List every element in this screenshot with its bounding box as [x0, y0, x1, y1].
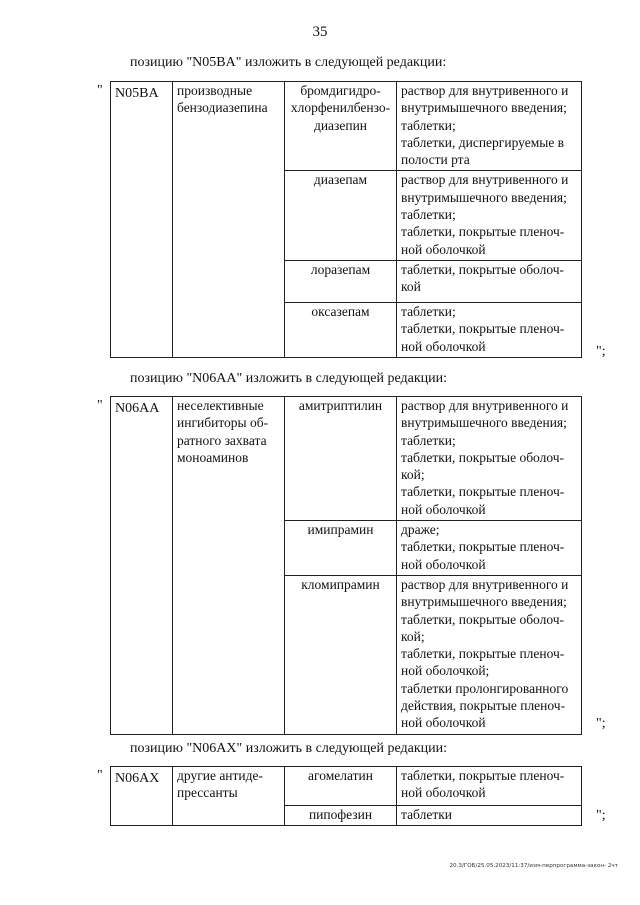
drug-name-line: имипрамин	[307, 522, 374, 538]
dosage-form-line: таблетки, покрытые оболоч-	[401, 261, 565, 277]
dosage-form-line: кой	[401, 279, 421, 295]
dosage-form-line: таблетки, покрытые пленоч-	[401, 646, 565, 662]
drug-name-line: бромдигидро-	[300, 83, 381, 98]
drug-table	[110, 81, 582, 358]
dosage-form-cell	[397, 806, 582, 826]
drug-group-cell	[173, 82, 285, 358]
dosage-form-line: таблетки, диспергируемые в	[401, 134, 565, 150]
drug-name-line: амитриптилин	[298, 398, 383, 413]
dosage-form-line: ной оболочкой	[401, 338, 486, 354]
opening-quote: "	[97, 398, 103, 413]
dosage-form-line: ной оболочкой	[401, 501, 486, 517]
atc-code-cell: N05BA	[111, 82, 173, 358]
dosage-form-cell	[397, 302, 582, 357]
drug-name-line: агомелатин	[308, 768, 373, 783]
closing-quote: ";	[596, 716, 606, 731]
dosage-form-cell	[397, 82, 582, 171]
drug-name-cell	[285, 575, 397, 734]
dosage-form-line: действия, покрытые пленоч-	[401, 698, 566, 714]
dosage-form-line: таблетки;	[401, 207, 456, 223]
drug-group-cell	[173, 397, 285, 735]
dosage-form-line: раствор для внутривенного и	[401, 576, 569, 592]
drug-group-line: ратного захвата	[177, 432, 267, 448]
drug-name-line: кломипрамин	[301, 576, 380, 592]
dosage-form-line: таблетки;	[401, 303, 456, 319]
section-intro: позицию "N05BA" изложить в следующей редакции:	[130, 55, 447, 70]
dosage-form-line: внутримышечного введения;	[401, 189, 567, 205]
dosage-form-line: раствор для внутривенного и	[401, 172, 569, 188]
drug-group-cell	[173, 767, 285, 826]
table-row	[111, 767, 582, 806]
dosage-form-line: таблетки, покрытые пленоч-	[401, 224, 565, 240]
section-intro: позицию "N06AA" изложить в следующей редакции:	[130, 371, 447, 386]
table-row	[111, 82, 582, 171]
dosage-form-line: таблетки, покрытые оболоч-	[401, 611, 565, 627]
dosage-form-line: внутримышечного введения;	[401, 415, 567, 431]
dosage-form-cell	[397, 171, 582, 260]
dosage-form-line: таблетки, покрытые оболоч-	[401, 449, 565, 465]
dosage-form-cell	[397, 521, 582, 576]
opening-quote: "	[97, 768, 103, 783]
drug-name-cell	[285, 767, 397, 806]
drug-name-cell	[285, 806, 397, 826]
drug-group-line: моноаминов	[177, 449, 249, 465]
drug-name-cell	[285, 521, 397, 576]
page-number: 35	[312, 24, 328, 40]
dosage-form-line: таблетки, покрытые пленоч-	[401, 539, 565, 555]
dosage-form-line: раствор для внутривенного и	[401, 83, 569, 98]
opening-quote: "	[97, 83, 103, 98]
drug-table	[110, 396, 582, 735]
dosage-form-line: таблетки, покрытые пленоч-	[401, 484, 565, 500]
drug-name-line: хлорфенилбензо-	[290, 100, 391, 116]
dosage-form-line: ной оболочкой	[401, 556, 486, 572]
drug-table	[110, 766, 582, 826]
drug-name-line: пипофезин	[308, 807, 373, 822]
drug-group-line: другие антиде-	[177, 768, 264, 783]
dosage-form-line: таблетки, покрытые пленоч-	[401, 321, 565, 337]
dosage-form-line: ной оболочкой	[401, 241, 486, 257]
dosage-form-line: таблетки пролонгированного	[401, 680, 569, 696]
drug-name-line: диазепам	[313, 172, 368, 188]
drug-name-cell	[285, 82, 397, 171]
drug-group-line: неселективные	[177, 398, 264, 413]
document-footer: 20.3/ГОБ/25.05.2023/11:37/изм-перпрограмма-закон- 2чт	[449, 863, 618, 869]
dosage-form-line: таблетки, покрытые пленоч-	[401, 768, 565, 783]
dosage-form-line: полости рта	[401, 152, 470, 168]
dosage-form-line: ной оболочкой	[401, 785, 486, 801]
dosage-form-cell	[397, 575, 582, 734]
dosage-form-line: таблетки;	[401, 432, 456, 448]
section-intro: позицию "N06AX" изложить в следующей редакции:	[130, 741, 447, 756]
drug-group-line: бензодиазепина	[177, 100, 268, 116]
closing-quote: ";	[596, 808, 606, 823]
dosage-form-line: таблетки;	[401, 117, 456, 133]
dosage-form-line: драже;	[401, 522, 440, 538]
dosage-form-line: ной оболочкой	[401, 715, 486, 731]
atc-code-cell: N06AA	[111, 397, 173, 735]
dosage-form-cell	[397, 397, 582, 521]
drug-group-line: производные	[177, 83, 253, 98]
atc-code-cell: N06AX	[111, 767, 173, 826]
drug-name-cell	[285, 397, 397, 521]
drug-name-line: диазепин	[313, 117, 368, 133]
dosage-form-line: кой;	[401, 628, 425, 644]
dosage-form-line: раствор для внутривенного и	[401, 398, 569, 413]
dosage-form-line: кой;	[401, 467, 425, 483]
closing-quote: ";	[596, 344, 606, 359]
dosage-form-line: таблетки	[401, 807, 453, 822]
dosage-form-cell	[397, 260, 582, 302]
dosage-form-cell	[397, 767, 582, 806]
drug-group-line: ингибиторы об-	[177, 415, 269, 431]
drug-group-line: прессанты	[177, 785, 238, 801]
drug-name-cell	[285, 171, 397, 260]
drug-name-cell	[285, 302, 397, 357]
drug-name-line: оксазепам	[311, 303, 370, 319]
table-row	[111, 397, 582, 521]
dosage-form-line: внутримышечного введения;	[401, 594, 567, 610]
drug-name-cell	[285, 260, 397, 302]
drug-name-line: лоразепам	[310, 261, 371, 277]
dosage-form-line: ной оболочкой;	[401, 663, 490, 679]
dosage-form-line: внутримышечного введения;	[401, 100, 567, 116]
